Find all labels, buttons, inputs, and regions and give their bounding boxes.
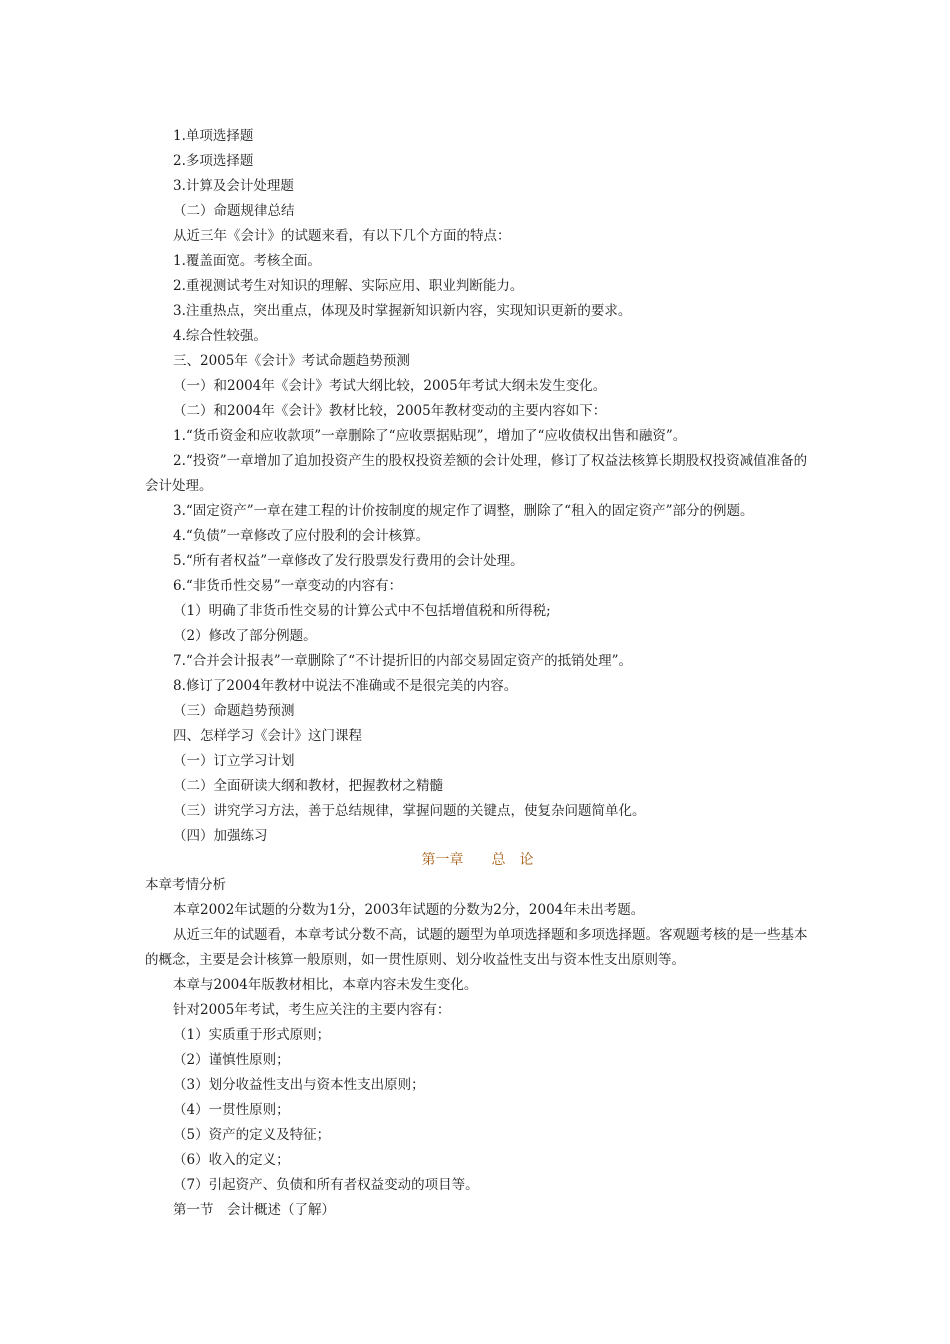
list-line: （四）加强练习 bbox=[173, 828, 268, 844]
intro-line: 2.多项选择题 bbox=[173, 153, 254, 169]
section-title-line: 四、怎样学习《会计》这门课程 bbox=[173, 728, 362, 744]
focus-item: （5）资产的定义及特征； bbox=[173, 1127, 331, 1143]
chapter-paragraph: 从近三年的试题看，本章考试分数不高，试题的题型为单项选择题和多项选择题。客观题考核的是一些基本的概念，主要是会计核算一般原则，如一贯性原则、划分收益性支出与资本性支出原则等。 bbox=[145, 927, 808, 968]
intro-line: 1.覆盖面宽。考核全面。 bbox=[173, 253, 321, 269]
section-title-line: 三、2005年《会计》考试命题趋势预测 bbox=[173, 353, 410, 369]
chapter-paragraph: 本章与2004年版教材相比，本章内容未发生变化。 bbox=[173, 977, 478, 993]
list-line: （三）命题趋势预测 bbox=[173, 703, 295, 719]
list-line: （2）修改了部分例题。 bbox=[173, 628, 317, 644]
intro-line: 2.重视测试考生对知识的理解、实际应用、职业判断能力。 bbox=[173, 278, 524, 294]
intro-line: 4.综合性较强。 bbox=[173, 328, 267, 344]
intro-line: 从近三年《会计》的试题来看，有以下几个方面的特点： bbox=[173, 228, 511, 244]
list-line: （1）明确了非货币性交易的计算公式中不包括增值税和所得税; bbox=[173, 603, 551, 619]
chapter-analysis-title: 本章考情分析 bbox=[145, 877, 226, 893]
section-heading: 第一节 会计概述（了解） bbox=[173, 1202, 335, 1218]
focus-item: （4）一贯性原则； bbox=[173, 1102, 290, 1118]
chapter-paragraph: 本章2002年试题的分数为1分，2003年试题的分数为2分，2004年未出考题。 bbox=[173, 902, 645, 918]
list-line: （二）全面研读大纲和教材，把握教材之精髓 bbox=[173, 778, 443, 794]
focus-item: （1）实质重于形式原则； bbox=[173, 1027, 331, 1043]
list-line: 8.修订了2004年教材中说法不准确或不是很完美的内容。 bbox=[173, 678, 518, 694]
list-line: （三）讲究学习方法，善于总结规律，掌握问题的关键点，使复杂问题简单化。 bbox=[173, 803, 646, 819]
focus-item: （2）谨慎性原则； bbox=[173, 1052, 290, 1068]
list-line: （一）订立学习计划 bbox=[173, 753, 295, 769]
intro-line: 1.单项选择题 bbox=[173, 128, 254, 144]
focus-item: （7）引起资产、负债和所有者权益变动的项目等。 bbox=[173, 1177, 479, 1193]
list-line: 3.“固定资产”一章在建工程的计价按制度的规定作了调整，删除了“租入的固定资产”部分的例题。 bbox=[173, 503, 754, 519]
list-line: 6.“非货币性交易”一章变动的内容有： bbox=[173, 578, 403, 594]
intro-line: 3.计算及会计处理题 bbox=[173, 178, 294, 194]
focus-item: （3）划分收益性支出与资本性支出原则； bbox=[173, 1077, 425, 1093]
intro-line: 3.注重热点，突出重点，体现及时掌握新知识新内容，实现知识更新的要求。 bbox=[173, 303, 632, 319]
chapter-heading: 第一章 总 论 bbox=[421, 852, 534, 868]
list-line: 5.“所有者权益”一章修改了发行股票发行费用的会计处理。 bbox=[173, 553, 524, 569]
intro-line: （一）和2004年《会计》考试大纲比较，2005年考试大纲未发生变化。 bbox=[173, 378, 607, 394]
focus-item: （6）收入的定义； bbox=[173, 1152, 290, 1168]
investment-paragraph: 2.“投资”一章增加了追加投资产生的股权投资差额的会计处理，修订了权益法核算长期股权投资减值准备的会计处理。 bbox=[145, 453, 808, 494]
intro-line: （二）命题规律总结 bbox=[173, 203, 295, 219]
intro-line: 1.“货币资金和应收款项”一章删除了“应收票据贴现”，增加了“应收债权出售和融资”。 bbox=[173, 428, 687, 444]
chapter-paragraph: 针对2005年考试，考生应关注的主要内容有： bbox=[173, 1002, 451, 1018]
intro-line: （二）和2004年《会计》教材比较，2005年教材变动的主要内容如下： bbox=[173, 403, 607, 419]
list-line: 7.“合并会计报表”一章删除了“不计提折旧的内部交易固定资产的抵销处理”。 bbox=[173, 653, 632, 669]
list-line: 4.“负债”一章修改了应付股利的会计核算。 bbox=[173, 528, 430, 544]
